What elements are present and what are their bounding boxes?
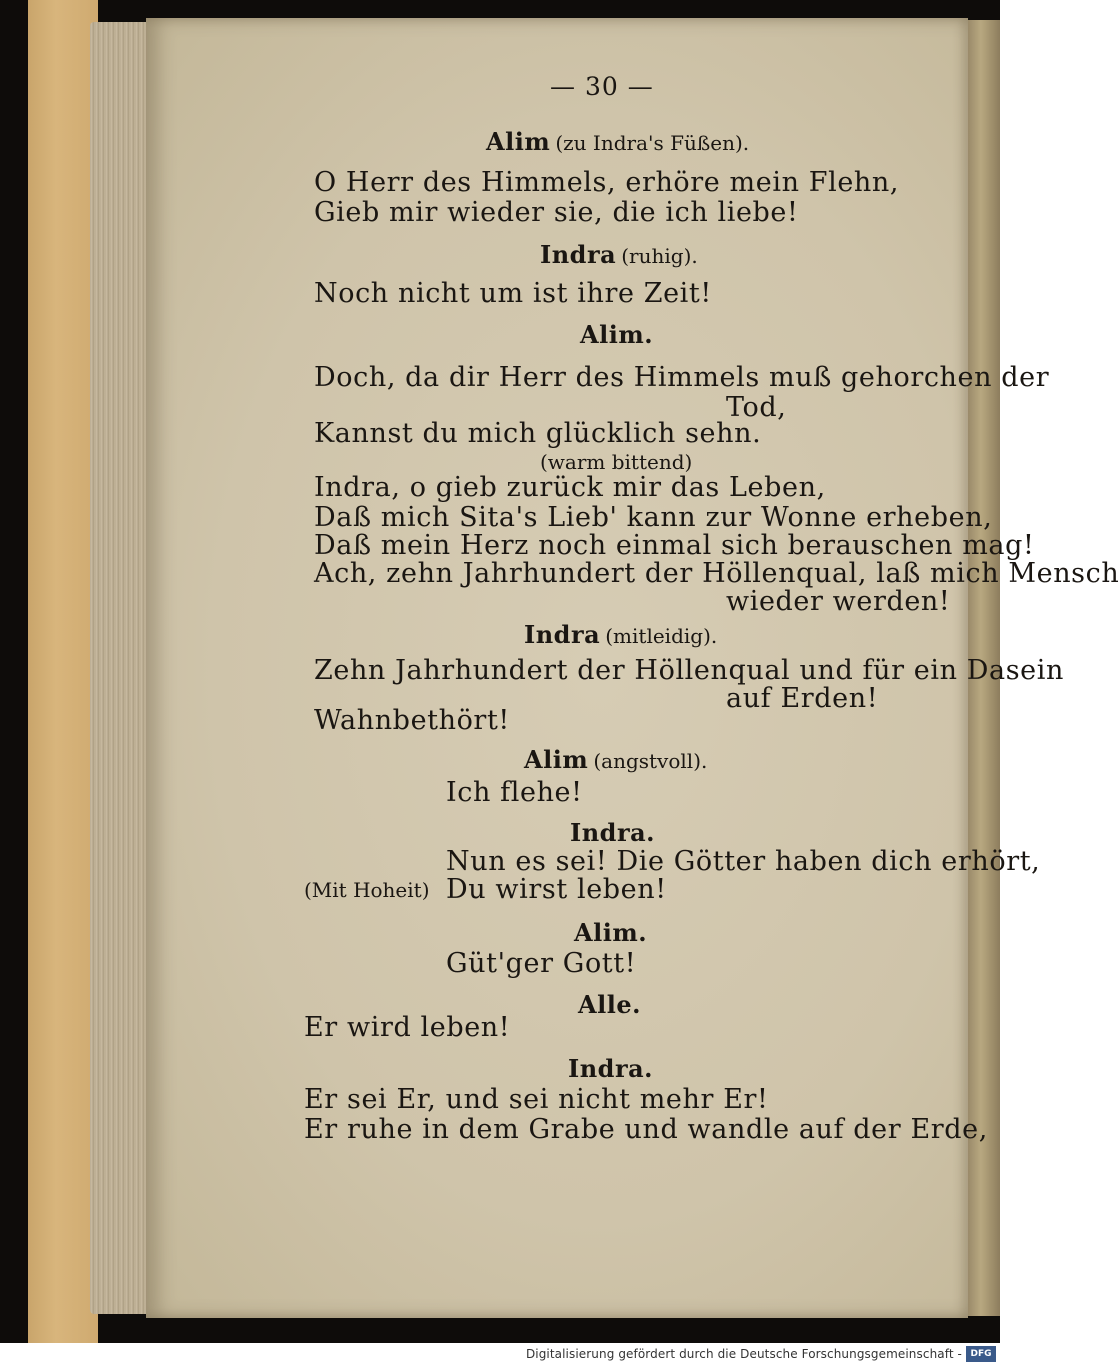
verse-line-continuation: wieder werden! (726, 586, 951, 617)
verse-line: Zehn Jahrhundert der Höllenqual und für ein Dasein (314, 655, 1064, 686)
verse-line: Doch, da dir Herr des Himmels muß gehorchen der (314, 362, 1050, 393)
verse-line: Er ruhe in dem Grabe und wandle auf der Erde, (304, 1114, 988, 1145)
stage-direction: (mitleidig). (605, 624, 718, 648)
speaker-heading (524, 745, 707, 774)
verse-line: Wahnbethört! (314, 705, 510, 736)
verse-line: Du wirst leben! (446, 874, 667, 905)
verse-line: Güt'ger Gott! (446, 948, 637, 979)
verse-line: Er wird leben! (304, 1012, 511, 1043)
footer-credit: Digitalisierung gefördert durch die Deutsche Forschungsgemeinschaft - (525, 1347, 962, 1361)
verse-line-continuation: auf Erden! (726, 683, 879, 714)
verse-line: Ich flehe! (446, 777, 583, 808)
dfg-logo: DFG (966, 1346, 996, 1362)
verse-line: O Herr des Himmels, erhöre mein Flehn, (314, 167, 900, 198)
stage-direction: (zu Indra's Füßen). (555, 131, 750, 155)
speaker-name: Indra (540, 240, 617, 269)
speaker-heading (524, 620, 717, 649)
verse-line: Nun es sei! Die Götter haben dich erhört, (446, 846, 1041, 877)
verse-line: Er sei Er, und sei nicht mehr Er! (304, 1084, 769, 1115)
stage-direction: (angstvoll). (593, 749, 708, 773)
speaker-name: Alim (524, 745, 589, 774)
verse-line: Gieb mir wieder sie, die ich liebe! (314, 197, 799, 228)
verse-line: Indra, o gieb zurück mir das Leben, (314, 472, 826, 503)
speaker-name: Alim (486, 127, 551, 156)
stage-direction: (Mit Hoheit) (304, 878, 430, 902)
verse-line: Ach, zehn Jahrhundert der Höllenqual, laß mich Mensch (314, 558, 1119, 589)
verse-line: Daß mich Sita's Lieb' kann zur Wonne erheben, (314, 502, 993, 533)
speaker-heading (486, 127, 749, 156)
book-cover-edge (28, 0, 98, 1343)
page-number: — 30 — (550, 72, 654, 101)
speaker-name: Alim. (574, 918, 648, 947)
speaker-name: Alim. (580, 320, 654, 349)
verse-line: Kannst du mich glücklich sehn. (314, 418, 762, 449)
page-stack-edges (90, 22, 148, 1314)
footer-bar (0, 1343, 1000, 1367)
speaker-heading (540, 240, 698, 269)
stage-direction: (warm bittend) (540, 450, 693, 474)
speaker-name: Indra. (568, 1054, 654, 1083)
verse-line: Daß mein Herz noch einmal sich berauschen mag! (314, 530, 1035, 561)
verse-line: Noch nicht um ist ihre Zeit! (314, 278, 712, 309)
stage-direction: (ruhig). (621, 244, 698, 268)
speaker-name: Indra (524, 620, 601, 649)
speaker-name: Indra. (570, 818, 656, 847)
verse-line-continuation: Tod, (726, 392, 787, 423)
speaker-name: Alle. (578, 990, 641, 1019)
